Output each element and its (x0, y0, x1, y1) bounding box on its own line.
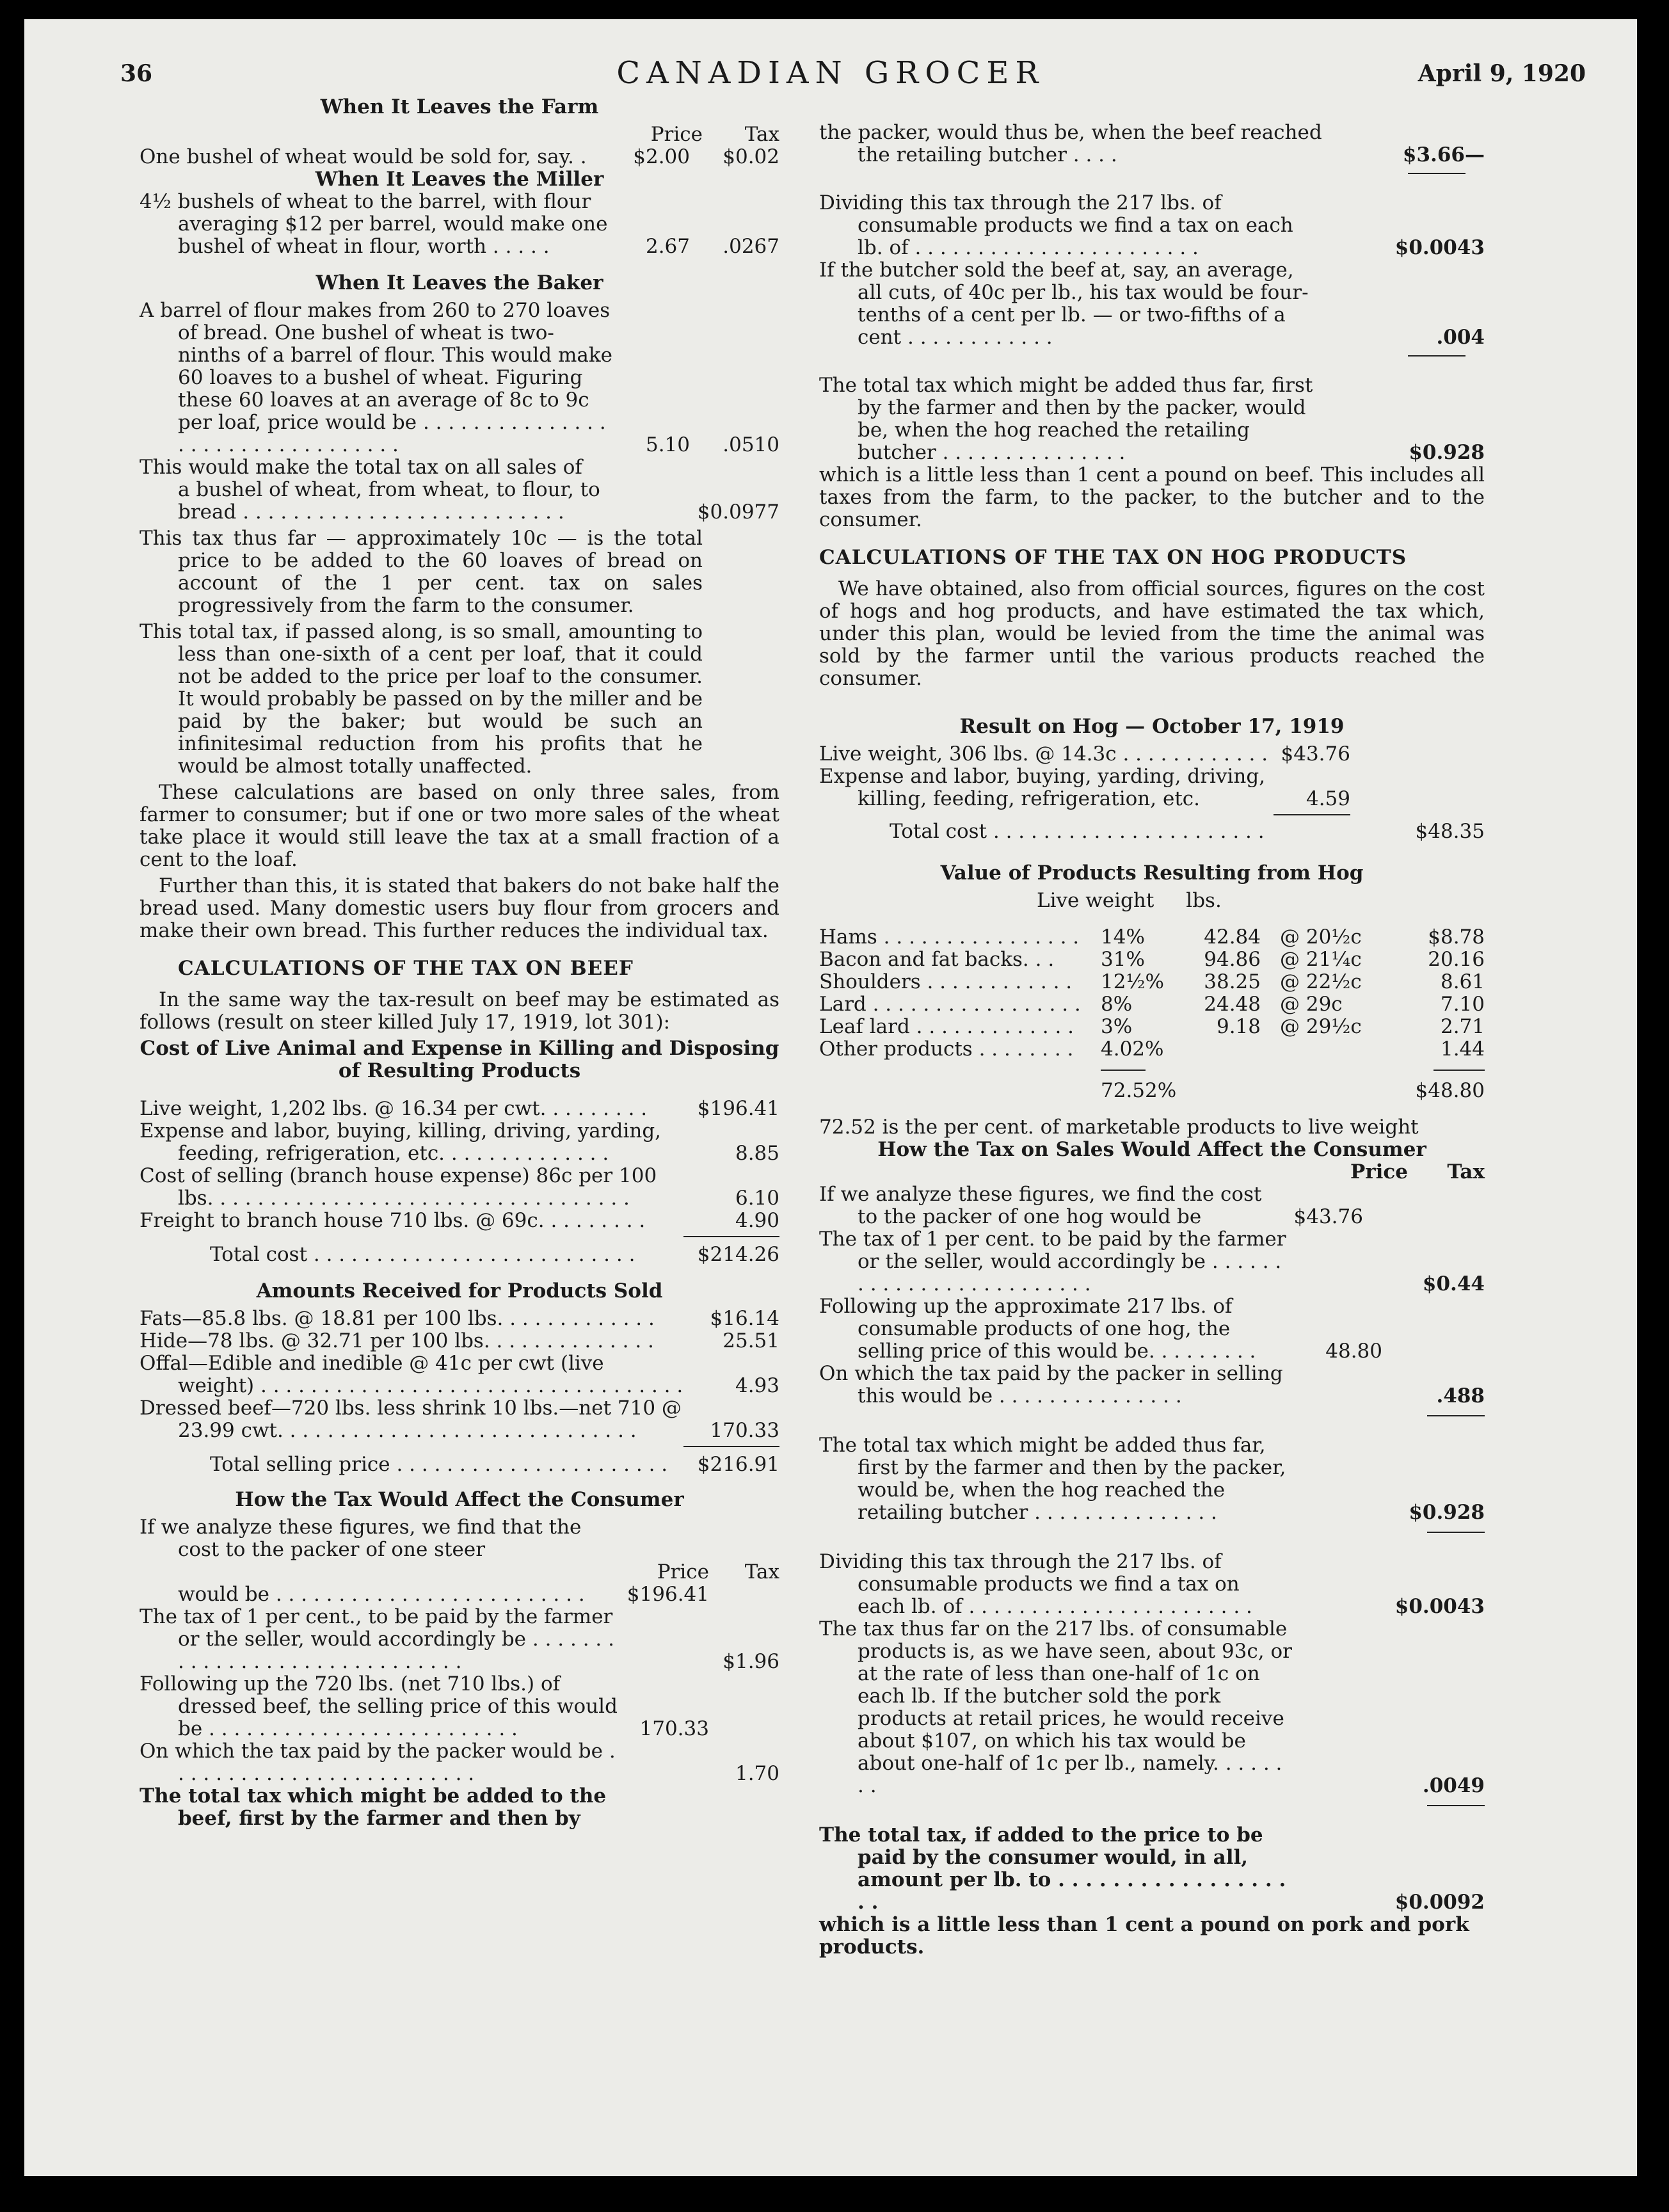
right-column (819, 122, 1485, 1959)
hog-value-heading: Value of Products Resulting from Hog (940, 862, 1364, 885)
cost-heading: Cost of Live Animal and Expense in Killing and Disposing of Resulting Products (140, 1037, 779, 1082)
beef-would-be: would be . . . . . . . . . . . . . . . . . . . . . . . . . $196.41 (178, 1583, 709, 1606)
received-list (140, 1308, 779, 1442)
left-column (140, 90, 779, 1830)
cost-item: Live weight, 1,202 lbs. @ 16.34 per cwt. . . . . . . . . $196.41 (140, 1097, 779, 1120)
price-tax-header: Price Tax (650, 123, 779, 146)
table-rule-row (819, 1061, 1485, 1080)
hog-heading: CALCULATIONS OF THE TAX ON HOG PRODUCTS (819, 546, 1407, 569)
beef-cost-list (140, 1098, 779, 1232)
baker-heading: When It Leaves the Baker (315, 271, 603, 294)
beef-packer-line: On which the tax paid by the packer would be . . . . . . . . . . . . . . . . . . . . . . . . . 1.70 (140, 1740, 779, 1785)
hog-affect-heading: How the Tax on Sales Would Affect the Consumer (877, 1138, 1426, 1161)
beef-total-selling: Total selling price . . . . . . . . . . . . . . . . . . . . . . $216.91 (210, 1453, 779, 1476)
received-item: Hide—78 lbs. @ 32.71 per 100 lbs. . . . . . . . . . . . . . 25.51 (140, 1329, 779, 1352)
bakers-paragraph: Further than this, it is stated that bakers do not bake half the bread used. Many domestic users buy flour from grocers and make their own bread. This further reduces the individual tax. (140, 874, 779, 942)
hog-final-line: The total tax, if added to the price to be paid by the consumer would, in all, amount per lb. to . . . . . . . . . . . . . . . . . . . $0.0092 (819, 1823, 1485, 1914)
hog-cost-item: Expense and labor, buying, yarding, driving, killing, feeding, refrigeration, etc. 4.59 (819, 765, 1350, 810)
cost-item: Freight to branch house 710 lbs. @ 69c. . . . . . . . . 4.90 (140, 1209, 779, 1232)
table-row: Hams . . . . . . . . . . . . . . . . 14% 42.84 @ 20½c $8.78 (819, 926, 1485, 949)
beef-continued-line: the packer, would thus be, when the beef reached the retailing butcher . . . . $3.66— (819, 121, 1485, 166)
divider (1408, 173, 1465, 174)
divider (1427, 1805, 1485, 1806)
beef-total-cost: Total cost . . . . . . . . . . . . . . . . . . . . . . . . . . $214.26 (210, 1243, 779, 1266)
divider (683, 1446, 779, 1447)
divider (1274, 814, 1350, 815)
table-row: Shoulders . . . . . . . . . . . . 12½% 38.25 @ 22½c 8.61 (819, 970, 1485, 993)
table-row: Other products . . . . . . . . 4.02% 1.44 (819, 1038, 1485, 1061)
hog-table-header: Live weight lbs. (1037, 889, 1222, 912)
cost-item: Expense and labor, buying, killing, driving, yarding, feeding, refrigeration, etc. . . . . . . . . . . . . . 8.85 (140, 1119, 779, 1165)
beef-total-line: The total tax which might be added thus far, first by the farmer and then by the packer, would be, when the hog reached the retailing butcher . . . . . . . . . . . . . . . $0.928 (819, 374, 1485, 464)
beef-butcher-line: If the butcher sold the beef at, say, an average, all cuts, of 40c per lb., his tax would be four-tenths of a cent per lb. — or two-fifths of a cent . . . . . . . . . . . . .004 (819, 259, 1485, 349)
hog-divide-line: Dividing this tax through the 217 lbs. of consumable products we find a tax on each lb. of . . . . . . . . . . . . . . . . . . . . . . . $0.0043 (819, 1550, 1485, 1618)
divider (1427, 1532, 1485, 1533)
hog-result-heading: Result on Hog — October 17, 1919 (959, 715, 1345, 738)
beef-end-line: The total tax which might be added to the beef, first by the farmer and then by (140, 1784, 607, 1830)
hog-total-line: The total tax which might be added thus far, first by the farmer and then by the packer, would be, when the hog reached the retailing butcher . . . . . . . . . . . . . . . $0.928 (819, 1434, 1485, 1524)
hog-cost-list (819, 743, 1350, 815)
divider (683, 1236, 779, 1237)
farm-heading: When It Leaves the Farm (320, 95, 599, 118)
beef-affect-intro: If we analyze these figures, we find that the cost to the packer of one steer (140, 1516, 582, 1561)
miller-heading: When It Leaves the Miller (315, 168, 604, 191)
page-number: 36 (120, 60, 153, 87)
table-row: Lard . . . . . . . . . . . . . . . . . 8% 24.48 @ 29c 7.10 (819, 993, 1485, 1016)
divider (1408, 355, 1465, 357)
masthead-title: CANADIAN GROCER (616, 55, 1045, 91)
tax-far-paragraph: This tax thus far — approximately 10c — is the total price to be added to the 60 loaves of bread on account of the 1 per cent. tax on sales progressively from the farm to the consumer. (140, 527, 703, 617)
farm-line: One bushel of wheat would be sold for, say. . $2.00 $0.02 (140, 145, 779, 168)
hog-price-tax-header: Price Tax (1350, 1160, 1485, 1183)
beef-following-line: Following up the 720 lbs. (net 710 lbs.) of dressed beef, the selling price of this would be . . . . . . . . . . . . . . . . . . . . . . . . . 170.33 (140, 1672, 709, 1740)
beef-price-tax-header: Price Tax (657, 1560, 779, 1583)
table-row: Leaf lard . . . . . . . . . . . . . 3% 9.18 @ 29½c 2.71 (819, 1015, 1485, 1038)
percent-note: 72.52 is the per cent. of marketable products to live weight (819, 1116, 1419, 1139)
beef-conclusion: which is a little less than 1 cent a pound on beef. This includes all taxes from the farm, to the packer, to the butcher and to the consumer. (819, 463, 1485, 531)
received-item: Fats—85.8 lbs. @ 18.81 per 100 lbs. . . . . . . . . . . . . $16.14 (140, 1307, 779, 1330)
hog-intro: We have obtained, also from official sources, figures on the cost of hogs and hog products, and have estimated the tax which, under this plan, would be levied from the time the animal was sold by the farmer until the various products reached the consumer. (819, 577, 1485, 690)
received-item: Dressed beef—720 lbs. less shrink 10 lbs.—net 710 @ 23.99 cwt. . . . . . . . . . . . . . . . . . . . . . . . . . . . . 170.33 (140, 1397, 779, 1442)
tax-small-paragraph: This total tax, if passed along, is so small, amounting to less than one-sixth of a cent per loaf, that it could not be added to the price per loaf to the consumer. It would probably be passed on by the miller and be paid by the baker; but would be such an infinitesimal reduction from his profits that he would be almost totally unaffected. (140, 620, 703, 778)
hog-tax-line: The tax of 1 per cent. to be paid by the farmer or the seller, would accordingly be . . . . . . . . . . . . . . . . . . . . . . . . . $0.44 (819, 1228, 1485, 1295)
baker-line: A barrel of flour makes from 260 to 270 loaves of bread. One bushel of wheat is two-ninths of a barrel of flour. This would make 60 loaves to a bushel of wheat. Figuring these 60 loaves at an average of 8c to 9c per loaf, price would be . . . . . . . . . . . . . . . . . . . . . . . . . . . . . . . . . 5.10 .0510 (140, 299, 779, 456)
beef-heading: CALCULATIONS OF THE TAX ON BEEF (178, 957, 634, 980)
table-total-row: 72.52% $48.80 (1101, 1079, 1485, 1102)
three-sales-paragraph: These calculations are based on only three sales, from farmer to consumer; but if one or two more sales of the wheat take place it would still leave the tax at a small fraction of a cent to the loaf. (140, 781, 779, 871)
received-item: Offal—Edible and inedible @ 41c per cwt (live weight) . . . . . . . . . . . . . . . . . . . . . . . . . . . . . . . . . . 4.93 (140, 1352, 779, 1397)
hog-cost-item: Live weight, 306 lbs. @ 14.3c . . . . . . . . . . . . $43.76 (819, 742, 1350, 765)
beef-divide-line: Dividing this tax through the 217 lbs. of consumable products we find a tax on each lb. of . . . . . . . . . . . . . . . . . . . . . . . $0.0043 (819, 191, 1485, 259)
hog-conclusion: which is a little less than 1 cent a pound on pork and pork products. (819, 1913, 1469, 1959)
beef-tax-line: The tax of 1 per cent., to be paid by the farmer or the seller, would accordingly be . . . . . . . . . . . . . . . . . . . . . . . . . . . . . . $1.96 (140, 1605, 779, 1673)
hog-packer-line: On which the tax paid by the packer in selling this would be . . . . . . . . . . . . . . . .488 (819, 1362, 1485, 1407)
wheat-total-line: This would make the total tax on all sales of a bushel of wheat, from wheat, to flour, to bread . . . . . . . . . . . . . . . . . . . . . . . . . . $0.0977 (140, 456, 779, 524)
miller-line: 4½ bushels of wheat to the barrel, with flour averaging $12 per barrel, would make one bushel of wheat in flour, worth . . . . . 2.67 .0267 (140, 190, 779, 258)
hog-analyze-line: If we analyze these figures, we find the cost to the packer of one hog would be $43.76 (819, 1183, 1363, 1228)
hog-following-line: Following up the approximate 217 lbs. of consumable products of one hog, the selling price of this would be. . . . . . . . . 48.80 (819, 1295, 1382, 1363)
cost-item: Cost of selling (branch house expense) 86c per 100 lbs. . . . . . . . . . . . . . . . . . . . . . . . . . . . . . . . . . 6.10 (140, 1164, 779, 1210)
hog-total-cost: Total cost . . . . . . . . . . . . . . . . . . . . . . $48.35 (890, 820, 1485, 843)
hog-far-line: The tax thus far on the 217 lbs. of consumable products is, as we have seen, about 93c, or at the rate of less than one-half of 1c on each lb. If the butcher sold the pork products at retail prices, he would receive about $107, on which his tax would be about one-half of 1c per lb., namely. . . . . . . . .0049 (819, 1617, 1485, 1797)
beef-affect-heading: How the Tax Would Affect the Consumer (235, 1488, 684, 1511)
divider (1427, 1415, 1485, 1416)
beef-intro: In the same way the tax-result on beef may be estimated as follows (result on steer killed July 17, 1919, lot 301): (140, 988, 779, 1034)
received-heading: Amounts Received for Products Sold (256, 1279, 663, 1302)
issue-date: April 9, 1920 (1417, 60, 1586, 87)
hog-products-table (819, 926, 1485, 1102)
table-row: Bacon and fat backs. . . 31% 94.86 @ 21¼c 20.16 (819, 948, 1485, 971)
